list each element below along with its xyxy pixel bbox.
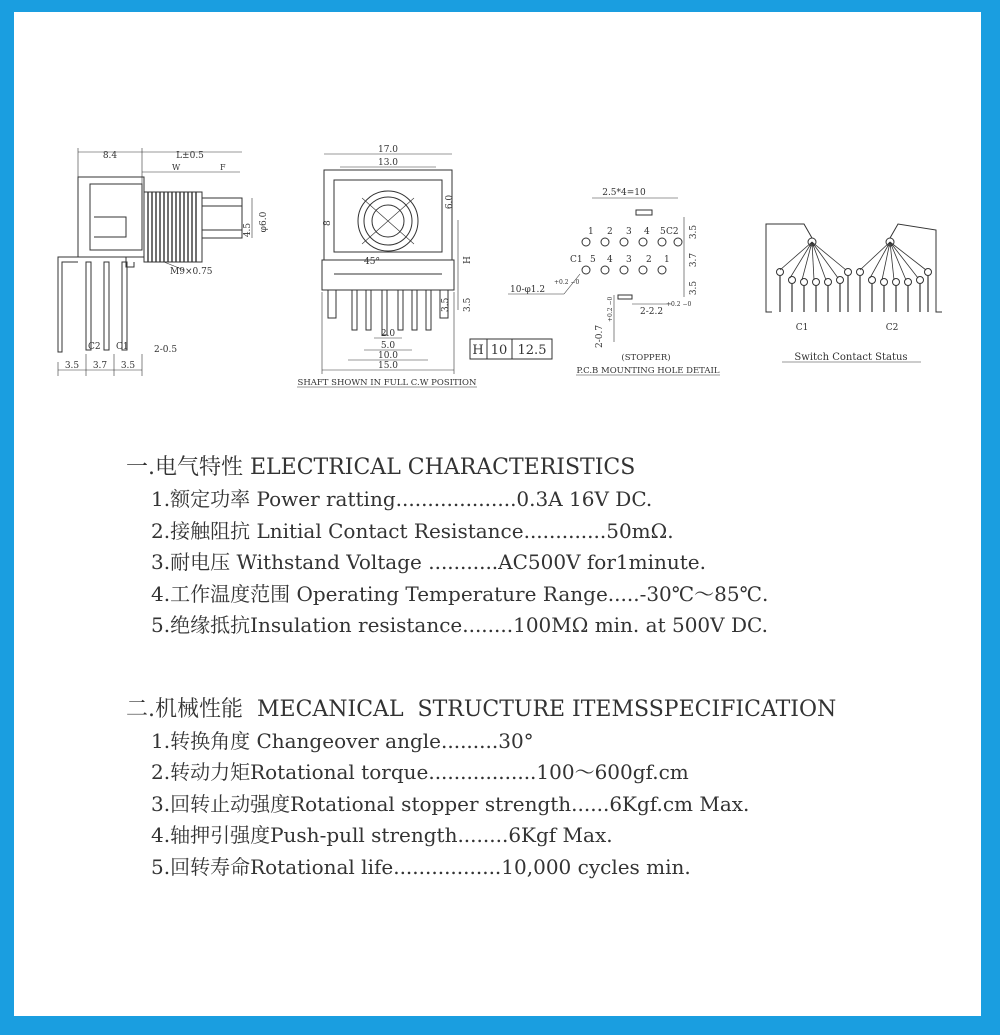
pcb-slot-label: 2-2.2 [640, 307, 664, 317]
pin-c2: C2 [88, 342, 101, 352]
switch-c2: C2 [885, 323, 899, 333]
electrical-item: 5.绝缘抵抗Insulation resistance........100MΩ min. at 500V DC. [151, 613, 768, 637]
dim-l: L±0.5 [176, 151, 204, 161]
front-view [297, 145, 477, 388]
mechanical-title: 二.机械性能 MECANICAL STRUCTURE ITEMSSPECIFICATION [126, 696, 837, 722]
dim-10: 10.0 [377, 351, 399, 361]
dim-5: 5.0 [380, 341, 396, 351]
pcb-b2: 2 [646, 255, 652, 265]
switch-c1: C1 [795, 323, 809, 333]
technical-drawing [14, 12, 981, 432]
electrical-item: 4.工作温度范围 Operating Temperature Range.....-30℃～85℃. [151, 581, 769, 606]
pcb-dim-r3: 3.5 [689, 280, 699, 296]
pcb-stopper: (STOPPER) [621, 353, 671, 363]
dim-pin-gap: 2-0.5 [154, 345, 178, 355]
pcb-n2: 2 [607, 227, 613, 237]
pcb-n5: 5 [660, 227, 666, 237]
electrical-title: 一.电气特性 ELECTRICAL CHARACTERISTICS [126, 455, 636, 480]
pcb-n3: 3 [626, 227, 632, 237]
electrical-item: 3.耐电压 Withstand Voltage ...........AC500V for1minute. [151, 550, 706, 574]
mechanical-item: 5.回转寿命Rotational life.................10,000 cycles min. [151, 854, 691, 879]
dim-13: 13.0 [377, 158, 399, 168]
electrical-item: 1.额定功率 Power ratting...................0.3A 16V DC. [151, 487, 653, 511]
electrical-item: 2.接触阻抗 Lnitial Contact Resistance.............50mΩ. [151, 518, 674, 543]
dim-b3: 3.5 [120, 361, 136, 371]
pcb-n4: 4 [644, 227, 650, 237]
dim-b2: 3.7 [92, 361, 108, 371]
h-table [470, 339, 552, 359]
label-h: H [463, 256, 473, 264]
table-v1: 10 [490, 343, 508, 358]
pin-c1: C1 [116, 342, 129, 352]
dim-shaft-dia: φ6.0 [259, 211, 269, 233]
label-w: W [172, 163, 181, 172]
pcb-c2: C2 [666, 227, 679, 237]
pcb-slot-w: 2-0.7 [595, 324, 605, 348]
pcb-b1: 1 [664, 255, 670, 265]
side-view [58, 148, 269, 376]
dim-shaft-len: 4.5 [243, 222, 253, 238]
dim-2: 2.0 [380, 329, 396, 339]
pcb-c1: C1 [570, 255, 583, 265]
table-h: H [472, 343, 484, 358]
page-frame [14, 12, 981, 1016]
mechanical-item: 4.轴押引强度Push-pull strength........6Kgf Max. [151, 823, 613, 847]
pcb-b5: 5 [590, 255, 596, 265]
pcb-caption: P.C.B MOUNTING HOLE DETAIL [576, 366, 720, 376]
pcb-dim-r2: 3.7 [689, 252, 699, 268]
thread-label: M9×0.75 [170, 267, 213, 277]
mechanical-item: 2.转动力矩Rotational torque.................100～600gf.cm [151, 760, 689, 784]
pcb-hole-label: 10-φ1.2 [510, 285, 546, 295]
dim-3-5-b: 3.5 [441, 297, 451, 312]
dim-b1: 3.5 [64, 361, 80, 371]
specifications [126, 452, 976, 883]
switch-contact [766, 224, 942, 363]
front-caption: SHAFT SHOWN IN FULL C.W POSITION [297, 378, 477, 388]
pcb-slot-tol: +0.2 −0 [666, 301, 692, 308]
table-v2: 12.5 [517, 343, 547, 358]
pcb-b3: 3 [626, 255, 632, 265]
pcb-hole-tol: +0.2 −0 [554, 279, 580, 286]
mechanical-item: 1.转换角度 Changeover angle.........30° [151, 728, 534, 753]
label-8: 8 [323, 220, 333, 226]
pcb-dim-top: 2.5*4=10 [602, 188, 646, 198]
angle-45: 45° [364, 257, 380, 267]
dim-17: 17.0 [377, 145, 399, 155]
switch-caption: Switch Contact Status [794, 352, 908, 363]
dim-8-4: 8.4 [102, 151, 118, 161]
label-f: F [220, 163, 226, 172]
pcb-n1: 1 [588, 227, 594, 237]
mechanical-item: 3.回转止动强度Rotational stopper strength......6Kgf.cm Max. [151, 791, 750, 816]
pcb-b4: 4 [607, 255, 613, 265]
dim-6: 6.0 [445, 194, 455, 210]
dim-3-5-a: 3.5 [463, 297, 473, 312]
pcb-slot-w-tol: +0.2 −0 [607, 296, 614, 322]
dim-15: 15.0 [377, 361, 399, 371]
pcb-dim-r1: 3.5 [689, 224, 699, 240]
